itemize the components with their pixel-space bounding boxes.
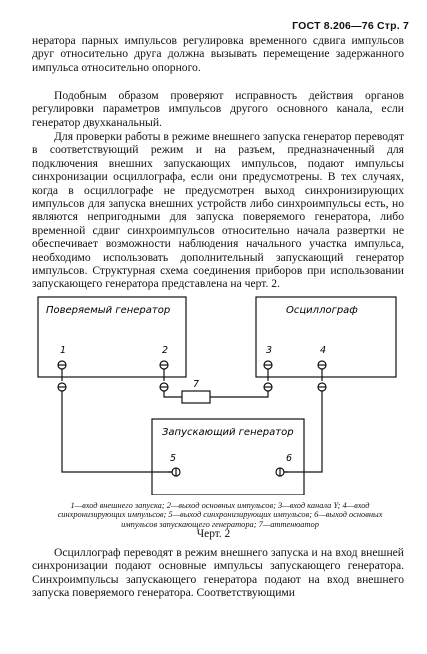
connector-4-icon	[318, 361, 326, 381]
attenuator-block	[182, 391, 210, 403]
connector-3-icon	[264, 361, 272, 381]
paragraph-1: нератора парных импульсов регулировка временного сдвига импульсов друг относительно друга должна вызывать перемещение задержанного импульса относительно опорного.	[32, 34, 404, 74]
label-3: 3	[266, 345, 273, 356]
plug-4-icon	[318, 383, 326, 391]
page-header: ГОСТ 8.206—76 Стр. 7	[292, 20, 409, 32]
connection-diagram	[24, 295, 404, 495]
paragraph-2: Подобным образом проверяют исправность действия органов регулировки параметров импульсов другого основного канала, если генератор двухканальный.	[32, 89, 404, 129]
figure-label: Черт. 2	[196, 528, 231, 540]
connector-6-icon	[276, 468, 288, 476]
label-2: 2	[162, 345, 169, 356]
block-label-trigger-generator: Запускающий генератор	[162, 427, 294, 438]
label-7: 7	[193, 379, 200, 390]
wire-2-to-3	[164, 391, 182, 397]
label-5: 5	[170, 453, 177, 464]
plug-3-icon	[264, 383, 272, 391]
wire-1-to-5	[62, 391, 172, 472]
block-label-oscilloscope: Осциллограф	[286, 305, 358, 316]
connector-2-icon	[160, 361, 168, 381]
label-1: 1	[60, 345, 67, 356]
paragraph-3: Для проверки работы в режиме внешнего запуска генератор переводят в соответствующий режим и на разъем, предназначенный для подключения внешних запускающих импульсов, подают импульсы синхронизации осциллографа, если они предусмотрены. В тех случаях, когда в осциллографе не предусмотрен выход синхронизирующих импульсов для запуска внешних устройств либо синхроимпульсы есть, но являются непригодными для запуска поверяемого генератора, либо временной сдвиг синхроимпульсов относительно начала развертки не обеспечивает возможности наблюдения начального участка импульса, необходимо использовать дополнительный запускающий генератор импульсов. Структурная схема соединения приборов при использовании запускающего генератора представлена на черт. 2.	[32, 130, 404, 291]
plug-2-icon	[160, 383, 168, 391]
connector-1-icon	[58, 361, 66, 381]
paragraph-4: Осциллограф переводят в режим внешнего запуска и на вход внешней синхронизации подают основные импульсы запускающего генератора. Синхроимпульсы запускающего генератора подают на вход внешнего запуска поверяемого генератора. Соответствующими	[32, 546, 404, 600]
block-label-tested-generator: Поверяемый генератор	[46, 305, 171, 316]
connector-5-icon	[168, 468, 180, 476]
label-6: 6	[286, 453, 293, 464]
figure-caption: 1—вход внешнего запуска; 2—выход основных импульсов; 3—вход канала Y; 4—вход синхронизирующих импульсов; 5—выход синхронизирующих импульсов; 6—выход основных импульсов запускающего генератора; 7—аттенюатор	[57, 501, 383, 529]
plug-1-icon	[58, 383, 66, 391]
label-4: 4	[320, 345, 327, 356]
